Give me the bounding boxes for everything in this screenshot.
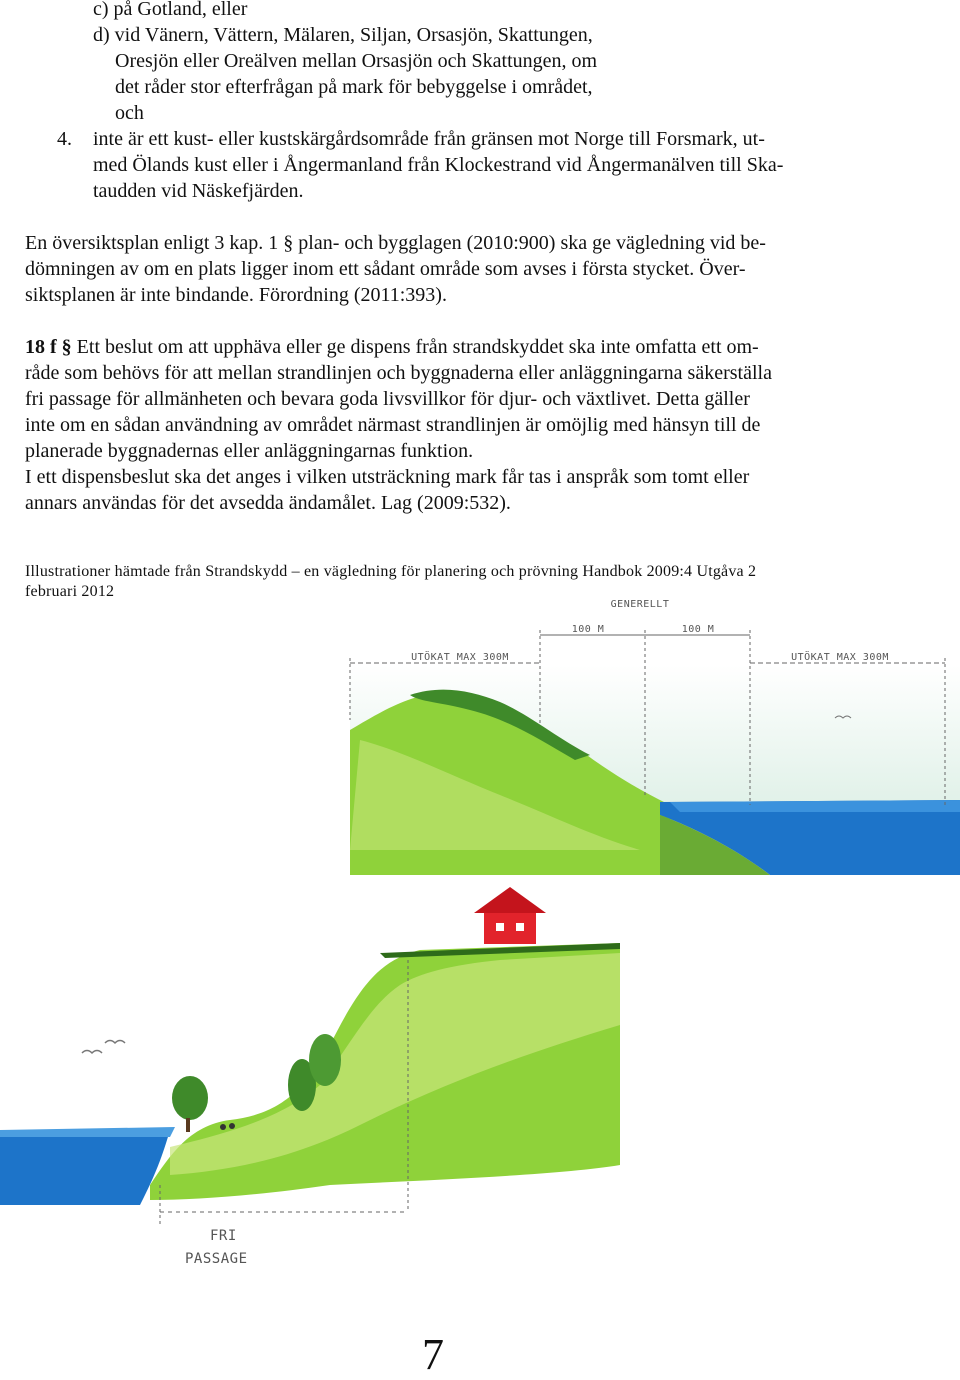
house-wall: [484, 912, 536, 944]
section-18f-line4: inte om en sådan användning av området närmast strandlinjen är omöjlig med hänsyn till de: [25, 414, 761, 436]
list-item-4-line1: inte är ett kust- eller kustskärgårdsområde från gränsen mot Norge till Forsmark, ut-: [93, 128, 765, 150]
label-100m-left: 100 M: [571, 624, 605, 635]
list-item-d-line2: Oresjön eller Oreälven mellan Orsasjön och Skattungen, om: [115, 50, 598, 72]
label-utokat-right: UTÖKAT MAX 300M: [791, 652, 889, 663]
list-item-4-line2: med Ölands kust eller i Ångermanland från Klockestrand vid Ångermanälven till Ska-: [93, 154, 784, 176]
paragraph-oversiktsplan-line3: siktsplanen är inte bindande. Förordning (2011:393).: [25, 284, 447, 306]
house-window: [496, 923, 504, 931]
section-18f-line7: annars användas för det avsedda ändamålet. Lag (2009:532).: [25, 492, 511, 514]
label-100m-right: 100 M: [681, 624, 715, 635]
house-window: [516, 923, 524, 931]
bird-icon: [105, 1041, 125, 1044]
paragraph-oversiktsplan-line1: En översiktsplan enligt 3 kap. 1 § plan- och bygglagen (2010:900) ska ge vägledning vid be-: [25, 232, 766, 254]
label-utokat-left: UTÖKAT MAX 300M: [411, 652, 509, 663]
list-item-d-line1: d) vid Vänern, Vättern, Mälaren, Siljan, Orsasjön, Skattungen,: [93, 24, 593, 46]
list-item-c: c) på Gotland, eller: [93, 0, 248, 20]
sea: [0, 1130, 170, 1205]
person-icon: [220, 1124, 226, 1130]
section-18f-line3: fri passage för allmänheten och bevara goda livsvillkor för djur- och växtlivet. Detta gäller: [25, 388, 750, 410]
section-18f-line6: I ett dispensbeslut ska det anges i vilken utsträckning mark får tas i anspråk som tomt eller: [25, 466, 750, 488]
shoreline-zone-illustration: [340, 590, 960, 880]
paragraph-oversiktsplan-line2: dömningen av om en plats ligger inom ett sådant område som avses i första stycket. Över-: [25, 258, 746, 280]
section-label: 18 f §: [25, 336, 72, 358]
list-item-d-line4: och: [115, 102, 144, 124]
list-item-4-line3: taudden vid Näskefjärden.: [93, 180, 304, 202]
label-fri: FRI: [210, 1228, 237, 1244]
person-icon: [229, 1123, 235, 1129]
tree-icon: [309, 1034, 341, 1086]
tree-icon: [172, 1076, 208, 1120]
illustration-caption-line2: februari 2012: [25, 583, 115, 600]
list-item-4-number: 4.: [57, 128, 72, 150]
page-number: 7: [422, 1330, 444, 1379]
house-roof: [474, 887, 546, 913]
free-passage-illustration: [0, 885, 960, 1285]
section-18f-line2: råde som behövs för att mellan strandlinjen och byggnaderna eller anläggningarna säkerställa: [25, 362, 772, 384]
list-item-d-line3: det råder stor efterfrågan på mark för bebyggelse i området,: [115, 76, 593, 98]
sea-surface: [0, 1127, 175, 1137]
section-text: Ett beslut om att upphäva eller ge dispens från strandskyddet ska inte omfatta ett om-: [76, 336, 759, 358]
sea-surface: [670, 800, 960, 812]
illustration-caption-line1: Illustrationer hämtade från Strandskydd – en vägledning för planering och prövning Handbok 2009:4 Utgåva 2: [25, 563, 757, 580]
section-18f-line1: [25, 334, 759, 360]
label-passage: PASSAGE: [185, 1251, 248, 1267]
tree-trunk: [186, 1118, 190, 1132]
label-generellt: GENERELLT: [610, 599, 670, 610]
section-18f-line5: planerade byggnadernas eller anläggningarnas funktion.: [25, 440, 474, 462]
bird-icon: [82, 1051, 102, 1054]
